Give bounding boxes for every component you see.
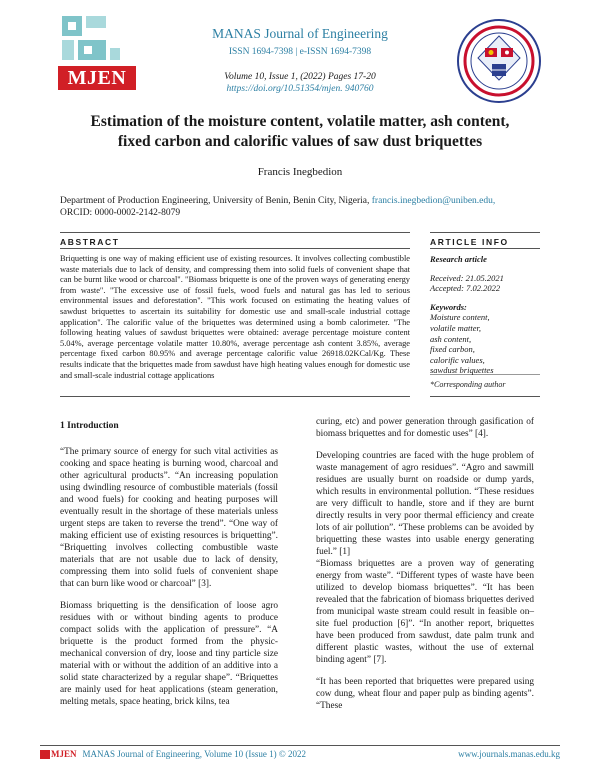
paragraph: Biomass briquetting is the densification of loose agro residues with or without binding agents to produce compact solids with the application of pressure”. “A briquette is the product formed from the physic-mechanical conversion of dry, loose and tiny particle size material with or without the addition of an additive into a solid state characterized by a regular shape”. “Briquettes are mainly used for heat applications (steam generation, melting metals, space heating, brick kilns, tea	[60, 601, 278, 707]
footer-divider	[40, 745, 560, 746]
footer-logo-text: MJEN	[51, 749, 77, 759]
mjen-logo-icon	[62, 16, 122, 64]
keyword: Moisture content,	[430, 312, 490, 323]
paragraph: “Biomass briquettes are a proven way of generating energy from waste”. “Different types of waste have been utilized to develop biomass briquettes”. “It has been revealed that the fabrication of biomass briquettes derived from municipal waste stream could result in feasible on–site fuel production [6]”. “In another report, briquettes have been produced from sawdust, date palm trunk and different plastic wastes, without the use of external binding agent” [7].	[316, 559, 534, 665]
article-info-heading: ARTICLE INFO	[430, 237, 509, 247]
article-type: Research article	[430, 254, 487, 264]
abstract-text: Briquetting is one way of making efficient use of existing resources. It involves collecting combustible waste materials due to lack of density, and compressing them into solid fuels of convenient shape that can be burnt like wood or charcoal". "Biomass briquette is one of the proven ways of generating energy from waste". "The excessive use of fossil fuels, wood fuels and natural gas has led to serious environmental issues and deforestation". "This work focused on estimating the heating values of sawdust briquettes to ascertain its suitability for domestic use and small-scale industrial cottage application". The calorific value of the briquettes was determined using a bomb calorimeter. "The following heating values of sawdust briquettes were obtained: average percentage moisture content 5.04%, average percentage volatile matter 10.80%, average percentage ash content 3.85%, average percentage fixed carbon 80.95% and average percentage calorific value 26918.02KCal/Kg. These results indicate that the briquettes made from sawdust have high heating values enough for domestic use and small-scale industrial cottage applications	[60, 254, 410, 380]
keyword: sawdust briquettes	[430, 365, 494, 376]
page-footer	[40, 749, 560, 763]
author-email[interactable]: francis.inegbedion@uniben.edu,	[371, 196, 496, 206]
author-name: Francis Inegbedion	[257, 166, 343, 178]
corresponding-author-note: *Corresponding author	[430, 380, 506, 389]
doi-link[interactable]: https://doi.org/10.51354/mjen. 940760	[226, 84, 374, 94]
keyword: ash content,	[430, 333, 472, 344]
journal-name: MANAS Journal of Engineering	[212, 26, 388, 41]
divider	[430, 396, 540, 397]
footer-citation: MANAS Journal of Engineering, Volume 10 (Issue 1) © 2022	[82, 749, 306, 759]
keyword: volatile matter,	[430, 322, 481, 333]
keyword: fixed carbon,	[430, 344, 475, 355]
journal-header	[155, 26, 445, 95]
body-left-column	[60, 420, 278, 708]
keywords-label: Keywords:	[430, 301, 467, 312]
accepted-date: Accepted: 7.02.2022	[430, 283, 501, 294]
paragraph: “The primary source of energy for such vital activities as cooking and space heating is burning wood, charcoal and other agricultural products”. “An increasing population using dwindling resource of combustible materials (fossil and wood fuels) for cooking and heating purposes will eventually result in the shortage of these materials unless urgent steps are taken to reverse the trend”. “One way of making efficient use of existing resources is briquetting”. “Briquetting involves collecting combustible waste materials that are not usable due to lack of density, compressing them into solid fuels of convenient shape that can burn like wood or charcoal” [3].	[60, 447, 278, 589]
divider	[60, 248, 410, 249]
abstract-heading: ABSTRACT	[60, 237, 120, 247]
journal-issn: ISSN 1694-7398 | e-ISSN 1694-7398	[228, 47, 372, 57]
university-seal-icon	[456, 18, 542, 104]
footer-logo	[40, 749, 306, 759]
title-line: Estimation of the moisture content, volatile matter, ash content,	[90, 113, 510, 130]
received-date: Received: 21.05.2021	[430, 272, 504, 283]
paragraph: curing, etc) and power generation through gasification of biomass briquettes and for domestic uses” [4].	[316, 417, 534, 439]
paper-title	[60, 112, 540, 152]
logo-text: MJEN	[58, 66, 136, 90]
journal-volume: Volume 10, Issue 1, (2022) Pages 17-20	[224, 72, 376, 82]
body-right-column	[316, 416, 534, 712]
orcid: ORCID: 0000-0002-2142-8079	[60, 208, 181, 218]
affiliation	[60, 195, 540, 219]
section-heading: 1 Introduction	[60, 421, 119, 431]
footer-url[interactable]: www.journals.manas.edu.kg	[458, 749, 560, 759]
paragraph: Developing countries are faced with the huge problem of waste management of agro residues”. “Agro and sawmill residues are usually burnt on roadside or dump yards, which results in environmental pollution. “These residues are very difficult to handle, store and if they are burnt directly results in very poor thermal efficiency and create lots of air pollution”. “These problems can be avoided by briquetting these wastes into usable energy generating fuel.” [1]	[316, 451, 534, 557]
affiliation-dept: Department of Production Engineering, University of Benin, Benin City, Nigeria,	[60, 196, 370, 206]
article-info	[430, 254, 540, 376]
divider	[430, 232, 540, 233]
divider	[430, 248, 540, 249]
journal-logo	[58, 16, 136, 90]
paragraph: “It has been reported that briquettes were prepared using cow dung, wheat flour and paper pulp as binding agents”. “These	[316, 677, 534, 711]
divider	[60, 396, 410, 397]
mjen-mini-icon	[40, 750, 50, 759]
divider	[60, 232, 410, 233]
keyword: calorific values,	[430, 354, 485, 365]
title-line: fixed carbon and calorific values of saw dust briquettes	[117, 133, 483, 150]
